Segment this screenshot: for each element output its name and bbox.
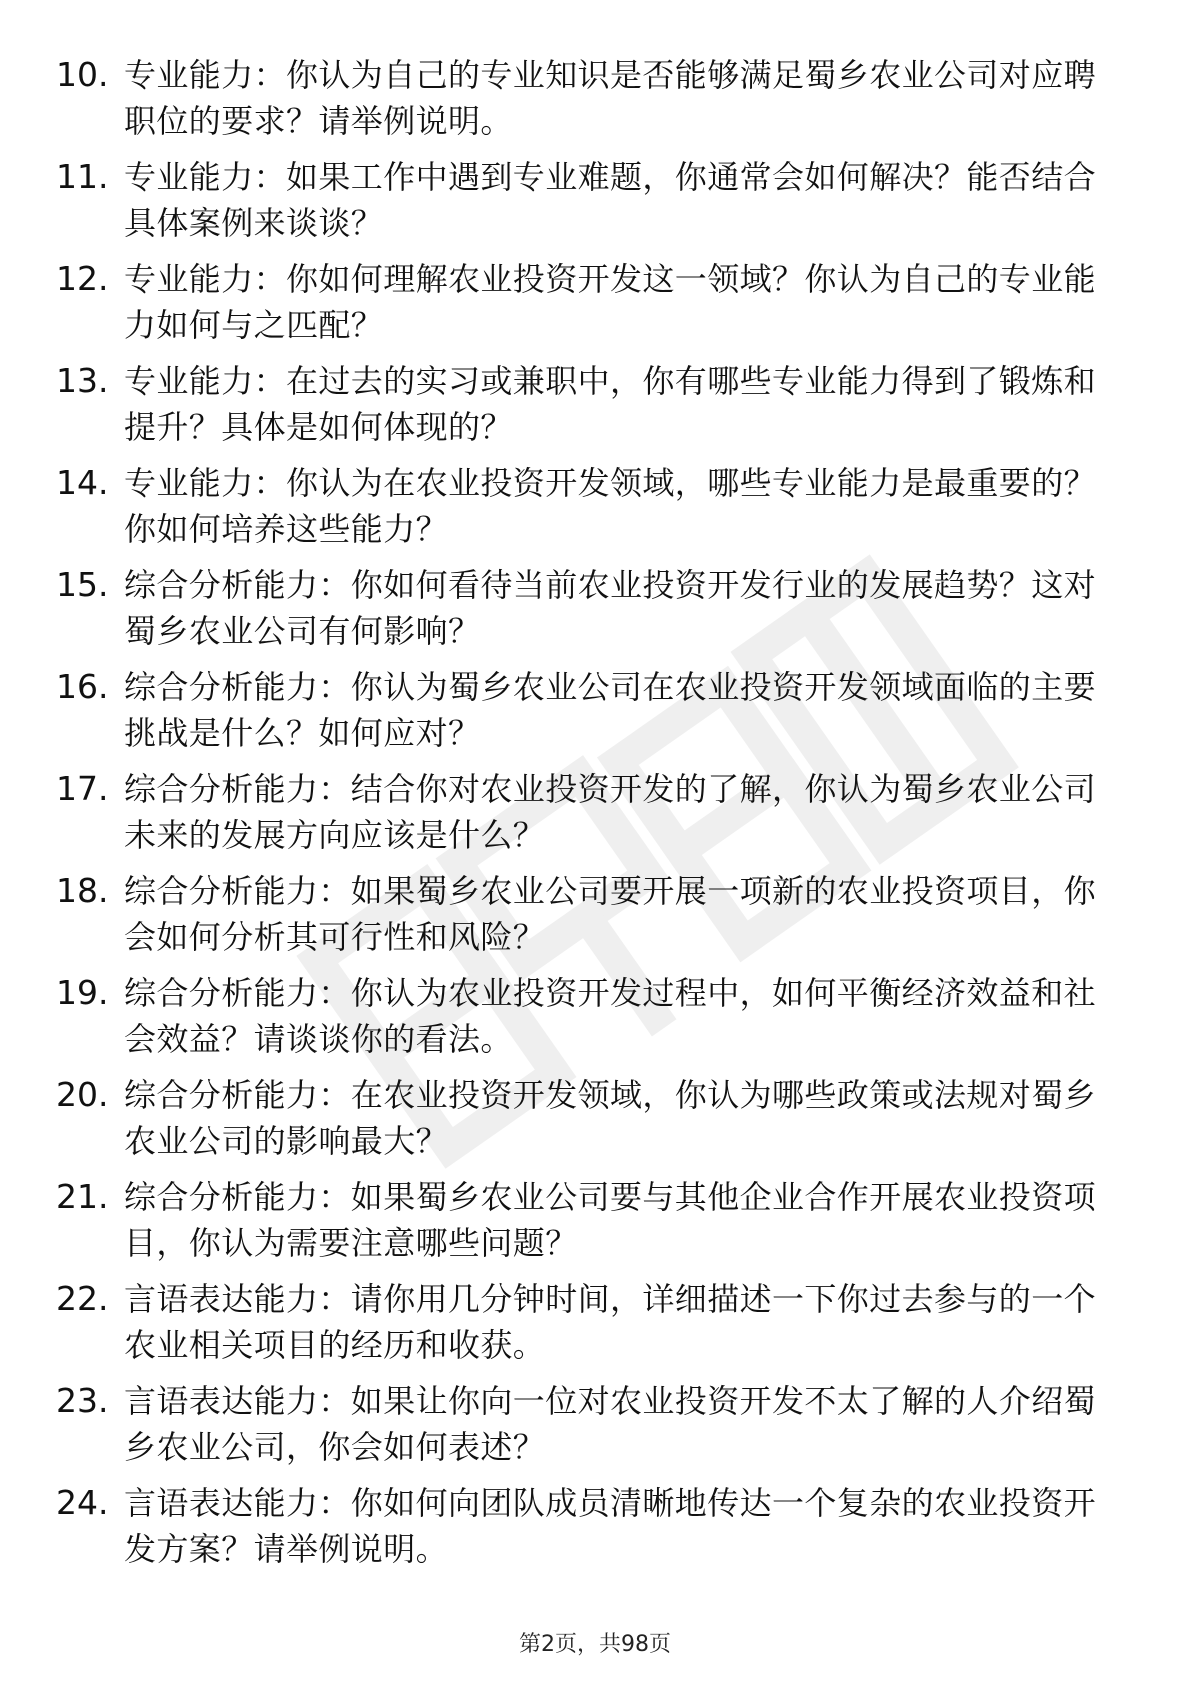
- question-text: 言语表达能力：你如何向团队成员清晰地传达一个复杂的农业投资开发方案？请举例说明。: [124, 1484, 1097, 1568]
- question-text: 综合分析能力：在农业投资开发领域，你认为哪些政策或法规对蜀乡农业公司的影响最大？: [124, 1076, 1097, 1160]
- question-text: 综合分析能力：你如何看待当前农业投资开发行业的发展趋势？这对蜀乡农业公司有何影响？: [124, 566, 1097, 650]
- question-text: 专业能力：你如何理解农业投资开发这一领域？你认为自己的专业能力如何与之匹配？: [124, 260, 1097, 344]
- question-text: 综合分析能力：结合你对农业投资开发的了解，你认为蜀乡农业公司未来的发展方向应该是什么？: [124, 770, 1097, 854]
- question-number: 24.: [56, 1483, 109, 1522]
- question-text: 综合分析能力：如果蜀乡农业公司要与其他企业合作开展农业投资项目，你认为需要注意哪些问题？: [124, 1178, 1097, 1262]
- list-item: [0, 766, 1190, 868]
- question-text: 言语表达能力：请你用几分钟时间，详细描述一下你过去参与的一个农业相关项目的经历和收获。: [124, 1280, 1097, 1364]
- list-item: [0, 868, 1190, 970]
- question-number: 18.: [56, 871, 109, 910]
- list-item: [0, 1480, 1190, 1582]
- question-number: 22.: [56, 1279, 109, 1318]
- question-text: 言语表达能力：如果让你向一位对农业投资开发不太了解的人介绍蜀乡农业公司，你会如何表述？: [124, 1382, 1097, 1466]
- question-text: 综合分析能力：你认为蜀乡农业公司在农业投资开发领域面临的主要挑战是什么？如何应对？: [124, 668, 1097, 752]
- list-item: [0, 358, 1190, 460]
- question-number: 15.: [56, 565, 109, 604]
- question-text: 专业能力：在过去的实习或兼职中，你有哪些专业能力得到了锻炼和提升？具体是如何体现的？: [124, 362, 1097, 446]
- question-number: 13.: [56, 361, 109, 400]
- question-number: 14.: [56, 463, 109, 502]
- question-number: 12.: [56, 259, 109, 298]
- list-item: [0, 52, 1190, 154]
- question-list: [0, 52, 1190, 1582]
- question-text: 综合分析能力：你认为农业投资开发过程中，如何平衡经济效益和社会效益？请谈谈你的看法。: [124, 974, 1097, 1058]
- list-item: [0, 460, 1190, 562]
- list-item: [0, 1378, 1190, 1480]
- list-item: [0, 562, 1190, 664]
- question-text: 综合分析能力：如果蜀乡农业公司要开展一项新的农业投资项目，你会如何分析其可行性和风险？: [124, 872, 1097, 956]
- list-item: [0, 1174, 1190, 1276]
- list-item: [0, 1276, 1190, 1378]
- question-text: 专业能力：你认为在农业投资开发领域，哪些专业能力是最重要的？你如何培养这些能力？: [124, 464, 1097, 548]
- question-number: 10.: [56, 55, 109, 94]
- question-number: 20.: [56, 1075, 109, 1114]
- question-number: 17.: [56, 769, 109, 808]
- page-footer: 第2页，共98页: [519, 1632, 671, 1657]
- question-text: 专业能力：你认为自己的专业知识是否能够满足蜀乡农业公司对应聘职位的要求？请举例说明。: [124, 56, 1097, 140]
- question-text: 专业能力：如果工作中遇到专业难题，你通常会如何解决？能否结合具体案例来谈谈？: [124, 158, 1097, 242]
- question-number: 11.: [56, 157, 109, 196]
- list-item: [0, 970, 1190, 1072]
- question-number: 19.: [56, 973, 109, 1012]
- list-item: [0, 1072, 1190, 1174]
- list-item: [0, 256, 1190, 358]
- question-number: 23.: [56, 1381, 109, 1420]
- question-number: 16.: [56, 667, 109, 706]
- question-number: 21.: [56, 1177, 109, 1216]
- list-item: [0, 154, 1190, 256]
- list-item: [0, 664, 1190, 766]
